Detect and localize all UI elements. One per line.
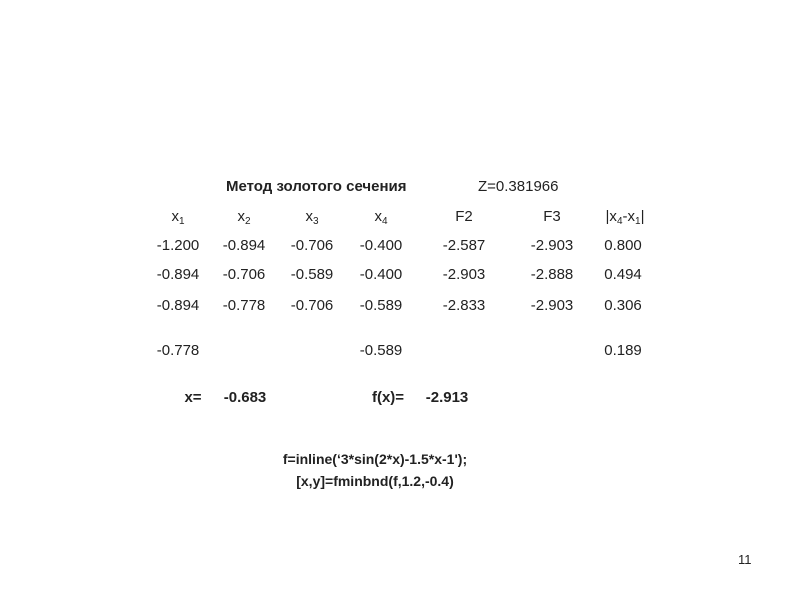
- header-x4: $x_4$: [374, 208, 388, 227]
- table-cell: -0.706: [290, 297, 334, 314]
- table-cell: -2.888: [530, 266, 574, 283]
- table-cell: 0.306: [604, 297, 642, 314]
- table-cell: 0.189: [604, 342, 642, 359]
- table-cell: -0.778: [222, 297, 266, 314]
- method-title: Метод золотого сечения: [226, 178, 407, 195]
- table-cell: -0.400: [359, 266, 403, 283]
- table-cell: -2.833: [442, 297, 486, 314]
- z-value: Z=0.381966: [478, 178, 559, 195]
- page-number: 11: [738, 552, 752, 567]
- header-x3: $x_3$: [305, 208, 319, 227]
- table-cell: -0.894: [222, 237, 266, 254]
- result-x-value: -0.683: [223, 389, 267, 406]
- code-line-fminbnd: [x,y]=fminbnd(f,1.2,-0.4): [296, 473, 454, 489]
- table-cell: -0.589: [290, 266, 334, 283]
- table-cell: 0.494: [604, 266, 642, 283]
- table-cell: -0.400: [359, 237, 403, 254]
- table-cell: 0.800: [604, 237, 642, 254]
- table-cell: -0.706: [290, 237, 334, 254]
- result-fx-label: f(x)=: [371, 389, 405, 406]
- header-x1: $x_1$: [171, 208, 185, 227]
- table-cell: -0.589: [359, 297, 403, 314]
- result-x-label: x=: [184, 389, 202, 406]
- table-cell: -2.903: [442, 266, 486, 283]
- header-f2: F2: [455, 208, 473, 225]
- table-cell: -0.894: [156, 266, 200, 283]
- table-cell: -2.903: [530, 237, 574, 254]
- header-f3: F3: [543, 208, 561, 225]
- table-cell: -0.778: [156, 342, 200, 359]
- header-x4-minus-x1: $|x_4-x_1|$: [605, 208, 645, 227]
- result-fx-value: -2.913: [425, 389, 469, 406]
- table-cell: -0.589: [359, 342, 403, 359]
- table-cell: -2.903: [530, 297, 574, 314]
- table-cell: -0.706: [222, 266, 266, 283]
- table-cell: -1.200: [156, 237, 200, 254]
- header-x2: $x_2$: [237, 208, 251, 227]
- table-cell: -2.587: [442, 237, 486, 254]
- table-cell: -0.894: [156, 297, 200, 314]
- code-line-inline: f=inline(‘3*sin(2*x)-1.5*x-1');: [282, 451, 468, 467]
